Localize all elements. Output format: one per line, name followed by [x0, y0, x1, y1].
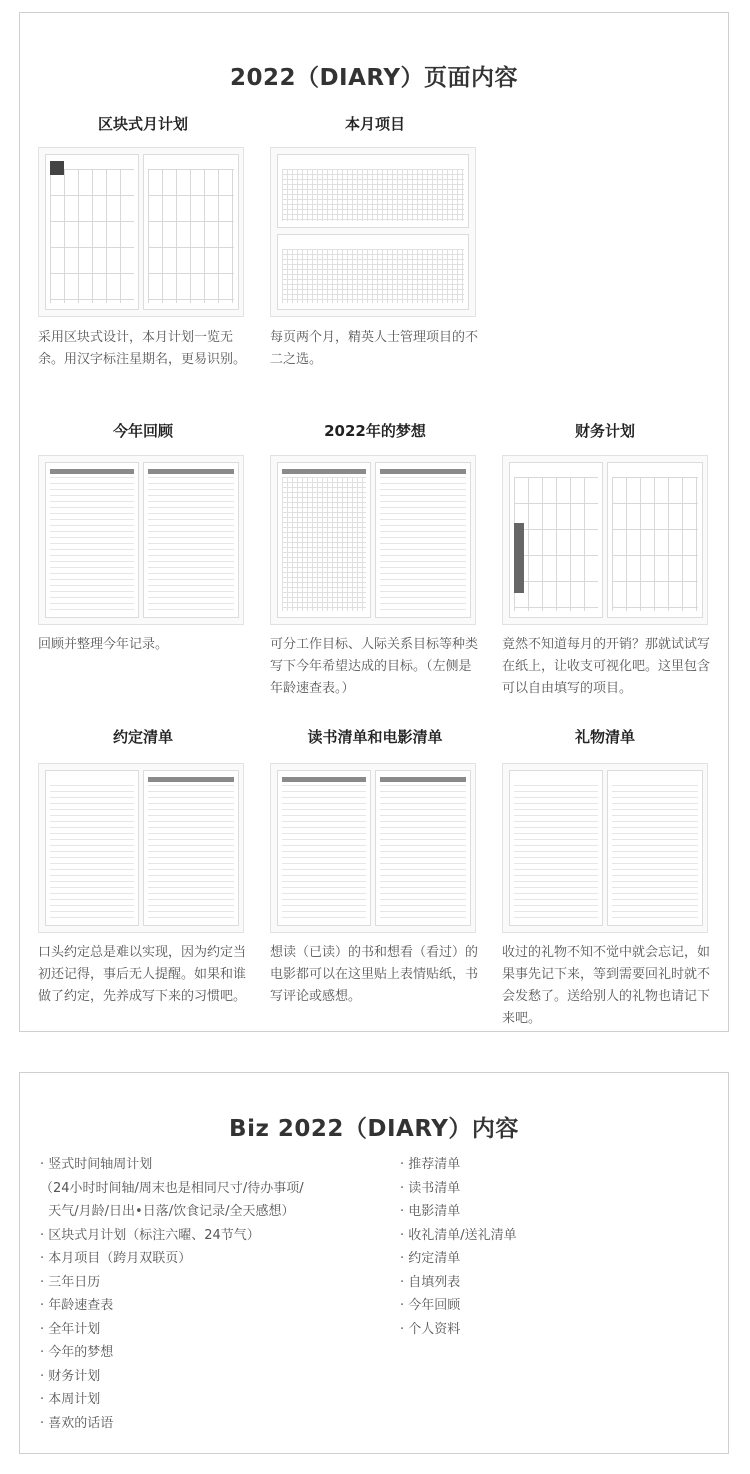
- thumbnail-block-monthly: [38, 147, 244, 317]
- item-title-gift-list: 礼物清单: [574, 728, 635, 746]
- list-item: · 喜欢的话语: [40, 1415, 114, 1431]
- list-item: · 收礼清单/送礼清单: [400, 1227, 517, 1243]
- thumbnail-gift-list: [502, 763, 708, 933]
- item-desc-block-monthly: 采用区块式设计，本月计划一览无余。用汉字标注星期名，更易识别。: [38, 330, 247, 367]
- section-title: Biz 2022（DIARY）内容: [229, 1116, 519, 1142]
- item-desc-gift-list: 收过的礼物不知不觉中就会忘记，如果事先记下来，等到需要回礼时就不会发愁了。送给别人的礼物也请记下来吧。: [502, 945, 711, 1026]
- biz-diary-contents-panel: [19, 1072, 729, 1454]
- list-item: · 推荐清单: [400, 1157, 461, 1172]
- item-title-block-monthly: 区块式月计划: [97, 115, 188, 133]
- section-title: 2022（DIARY）页面内容: [229, 65, 519, 91]
- contents-list-left: [40, 1153, 304, 1435]
- item-desc-year-review: 回顾并整理今年记录。: [38, 637, 169, 652]
- item-title-year-review: 今年回顾: [112, 422, 173, 440]
- list-item: · 全年计划: [40, 1321, 101, 1337]
- thumbnail-finance-plan: [502, 455, 708, 625]
- list-item: · 电影清单: [400, 1204, 461, 1219]
- list-item: · 区块式月计划（标注六曜、24节气）: [40, 1227, 260, 1243]
- list-item: · 本周计划: [40, 1392, 101, 1407]
- item-desc-book-movie-list: 想读（已读）的书和想看（看过）的电影都可以在这里贴上表情贴纸，书写评论或感想。: [270, 945, 479, 1004]
- thumbnail-book-movie-list: [270, 763, 476, 933]
- item-desc-promise-list: 口头约定总是难以实现，因为约定当初还记得，事后无人提醒。如果和谁做了约定，先养成写下来的习惯吧。: [38, 945, 247, 1004]
- item-title-finance-plan: 财务计划: [574, 422, 635, 440]
- thumbnail-year-review: [38, 455, 244, 625]
- thumbnail-2022-dreams: [270, 455, 476, 625]
- list-item: · 竖式时间轴周计划: [40, 1157, 153, 1172]
- list-item: · 今年的梦想: [40, 1345, 114, 1360]
- list-item: · 自填列表: [400, 1274, 461, 1290]
- list-item: · 今年回顾: [400, 1298, 461, 1313]
- item-title-book-movie-list: 读书清单和电影清单: [307, 728, 443, 746]
- list-item: （24小时时间轴/周末也是相同尺寸/待办事项/: [40, 1180, 304, 1196]
- item-desc-finance-plan: 竟然不知道每月的开销？那就试试写在纸上，让收支可视化吧。这里包含可以自由填写的项目。: [502, 637, 711, 696]
- diary-contents-panel: [19, 12, 729, 1032]
- item-title-promise-list: 约定清单: [112, 728, 173, 746]
- list-item: 天气/月龄/日出•日落/饮食记录/全天感想）: [40, 1204, 295, 1219]
- item-desc-monthly-projects: 每页两个月，精英人士管理项目的不二之选。: [270, 330, 479, 367]
- list-item: · 财务计划: [40, 1368, 101, 1384]
- list-item: · 三年日历: [40, 1274, 101, 1290]
- item-desc-2022-dreams: 可分工作目标、人际关系目标等种类写下今年希望达成的目标。（左侧是年龄速查表。）: [270, 637, 479, 696]
- list-item: · 年龄速查表: [40, 1298, 114, 1313]
- list-item: · 约定清单: [400, 1251, 461, 1266]
- thumbnail-promise-list: [38, 763, 244, 933]
- list-item: · 读书清单: [400, 1180, 461, 1196]
- item-title-2022-dreams: 2022年的梦想: [324, 422, 426, 440]
- list-item: · 本月项目（跨月双联页）: [40, 1251, 192, 1266]
- contents-list-right: [400, 1153, 517, 1341]
- list-item: · 个人资料: [400, 1321, 461, 1337]
- thumbnail-monthly-projects: [270, 147, 476, 317]
- item-title-monthly-projects: 本月项目: [344, 115, 405, 133]
